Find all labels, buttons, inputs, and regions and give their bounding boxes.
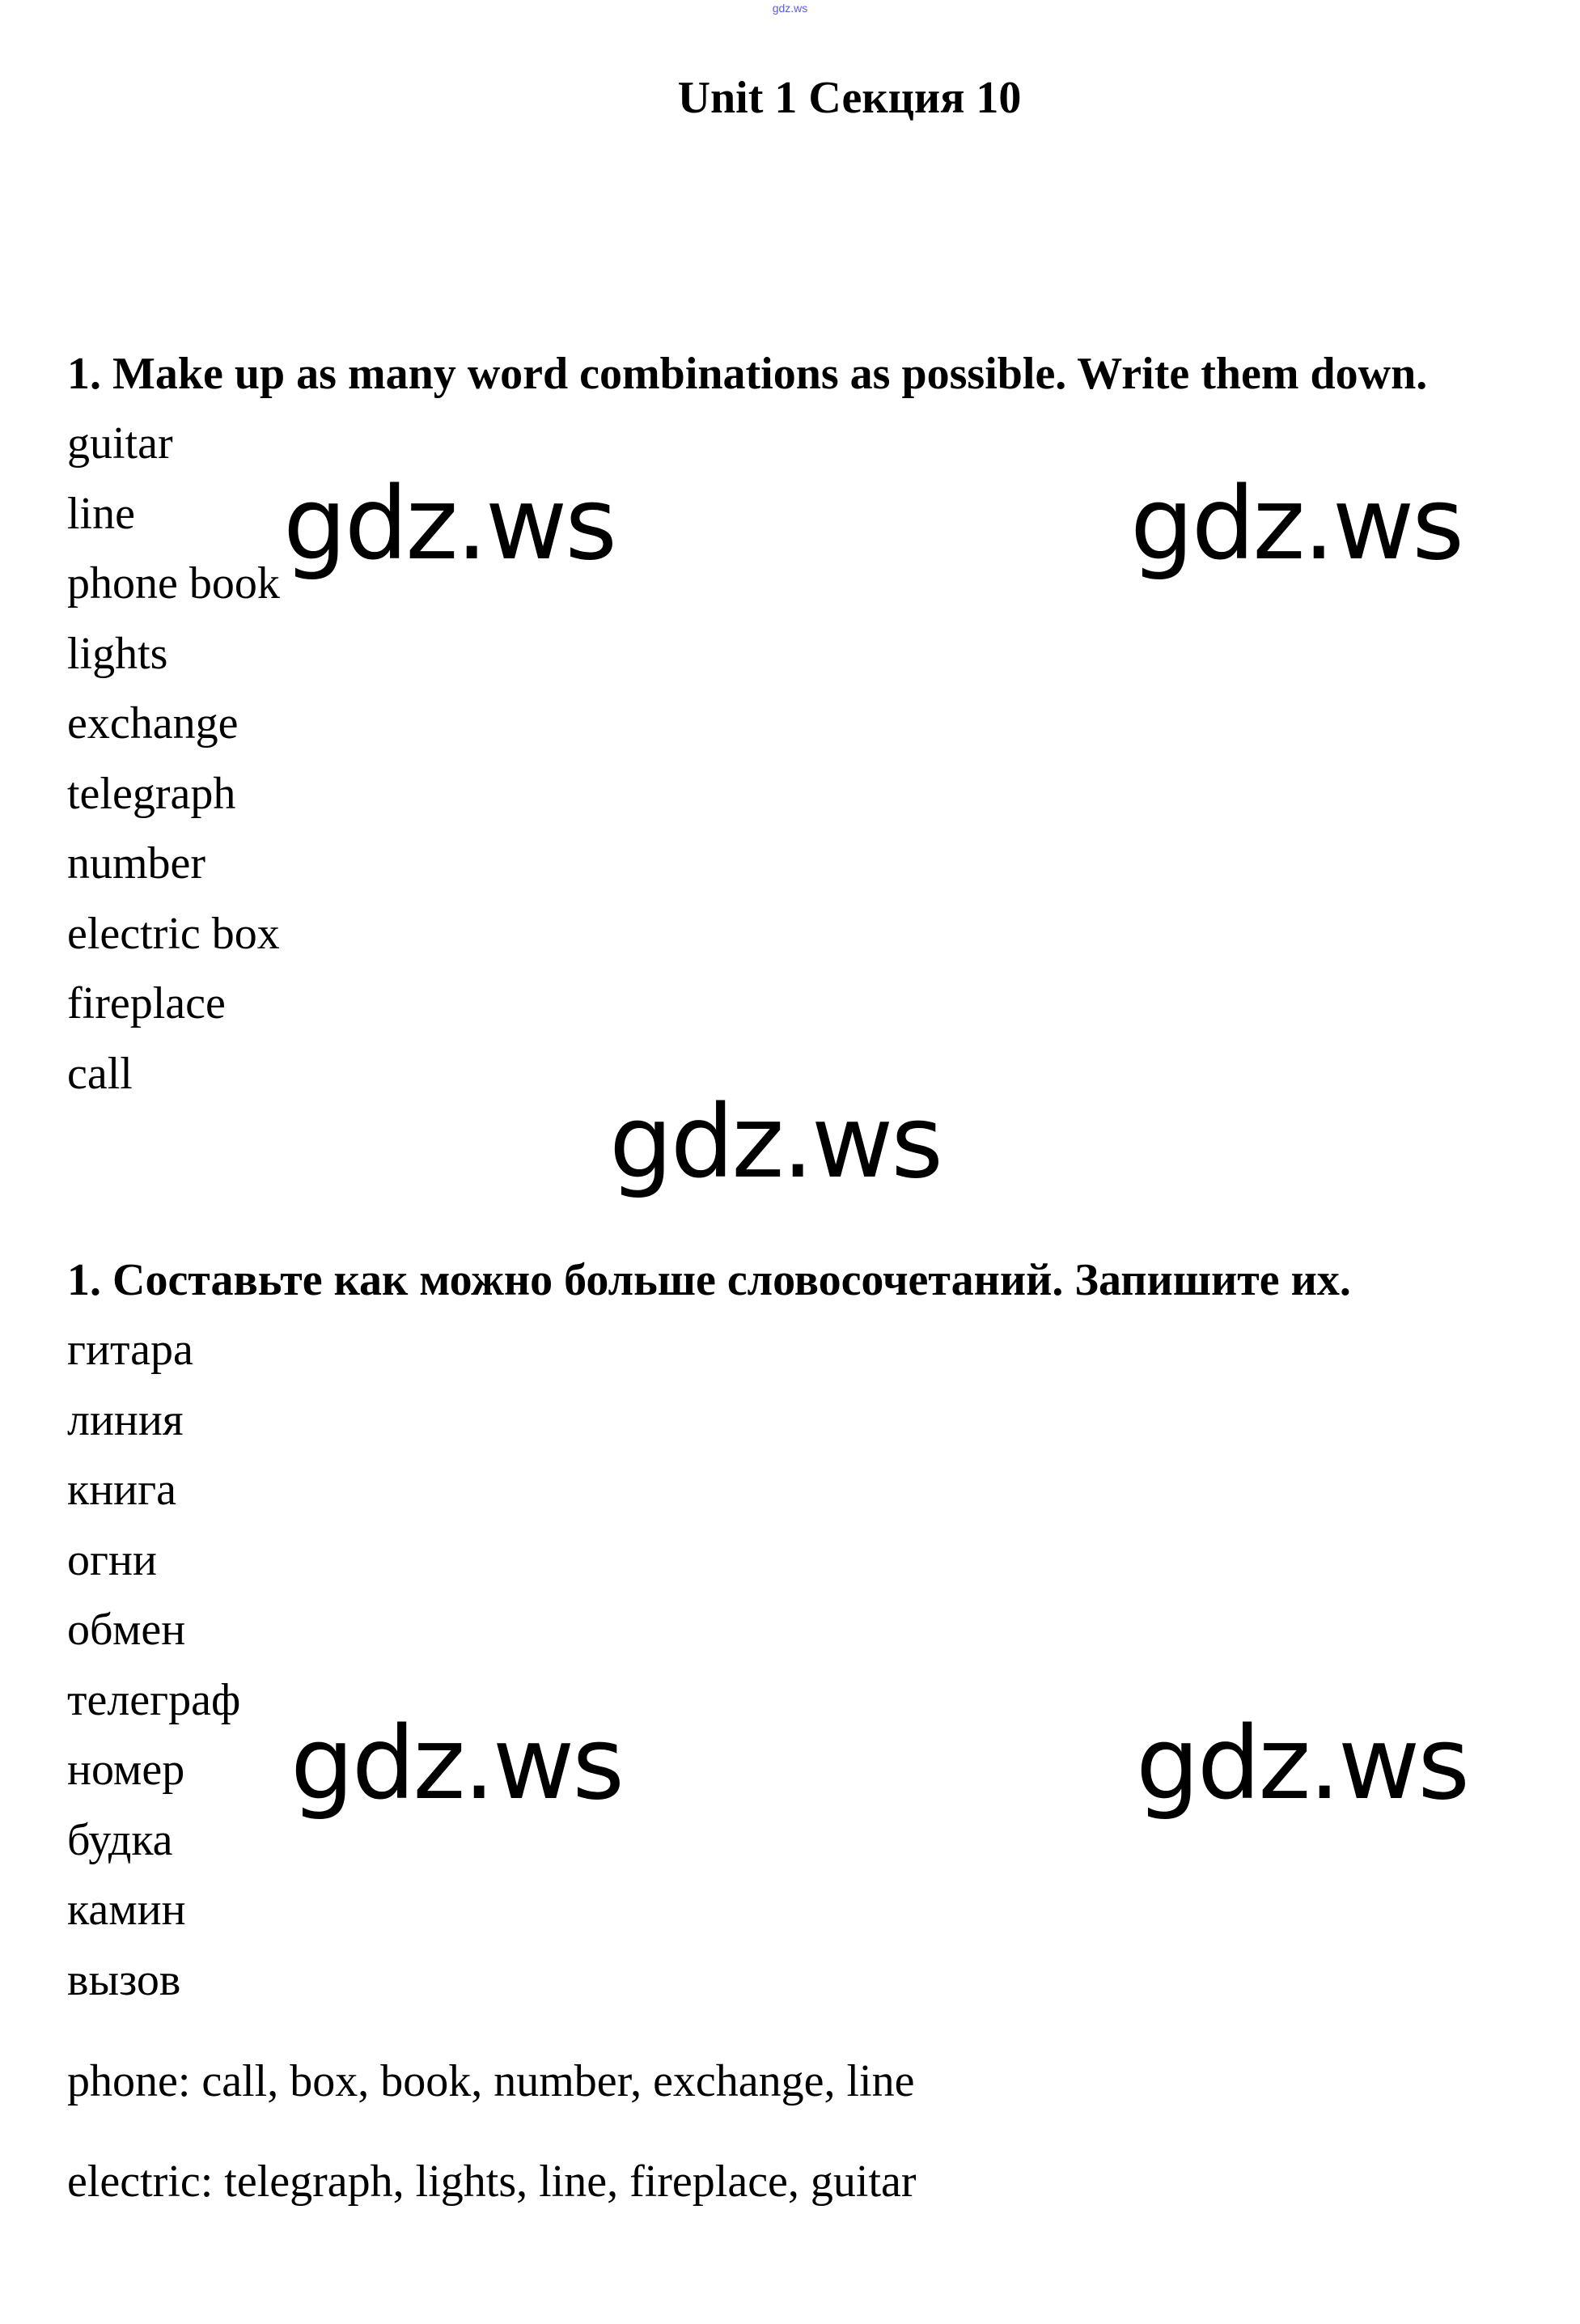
exercise-heading-english: 1. Make up as many word combinations as possible. Write them down. bbox=[67, 349, 1428, 399]
watermark: gdz.ws bbox=[609, 1084, 941, 1201]
list-item: вызов bbox=[67, 1954, 181, 2005]
list-item: lights bbox=[67, 628, 168, 679]
list-item: огни bbox=[67, 1534, 157, 1585]
list-item: line bbox=[67, 488, 135, 539]
word-list-english bbox=[67, 409, 280, 1109]
list-item: камин bbox=[67, 1885, 186, 1935]
list-item: обмен bbox=[67, 1605, 186, 1655]
list-item: книга bbox=[67, 1465, 176, 1515]
list-item: номер bbox=[67, 1745, 185, 1795]
list-item: electric box bbox=[67, 908, 280, 959]
site-mark: gdz.ws bbox=[772, 2, 808, 15]
word-list-russian bbox=[67, 1315, 240, 2015]
list-item: number bbox=[67, 838, 206, 888]
list-item: call bbox=[67, 1048, 133, 1099]
watermark: gdz.ws bbox=[1136, 1706, 1468, 1822]
list-item: линия bbox=[67, 1394, 184, 1445]
answer-phone: phone: call, box, book, number, exchange, line bbox=[67, 2056, 915, 2106]
list-item: guitar bbox=[67, 418, 173, 469]
list-item: telegraph bbox=[67, 768, 236, 819]
page-title: Unit 1 Секция 10 bbox=[677, 73, 1022, 123]
list-item: гитара bbox=[67, 1325, 193, 1375]
list-item: fireplace bbox=[67, 978, 226, 1028]
watermark: gdz.ws bbox=[283, 466, 615, 583]
list-item: телеграф bbox=[67, 1674, 241, 1725]
list-item: exchange bbox=[67, 698, 239, 749]
exercise-heading-russian: 1. Составьте как можно больше словосочетаний. Запишите их. bbox=[67, 1255, 1351, 1305]
watermark: gdz.ws bbox=[1130, 466, 1462, 583]
answer-electric: electric: telegraph, lights, line, fireplace, guitar bbox=[67, 2156, 917, 2207]
watermark: gdz.ws bbox=[290, 1706, 622, 1822]
list-item: phone book bbox=[67, 558, 280, 609]
list-item: будка bbox=[67, 1814, 173, 1865]
